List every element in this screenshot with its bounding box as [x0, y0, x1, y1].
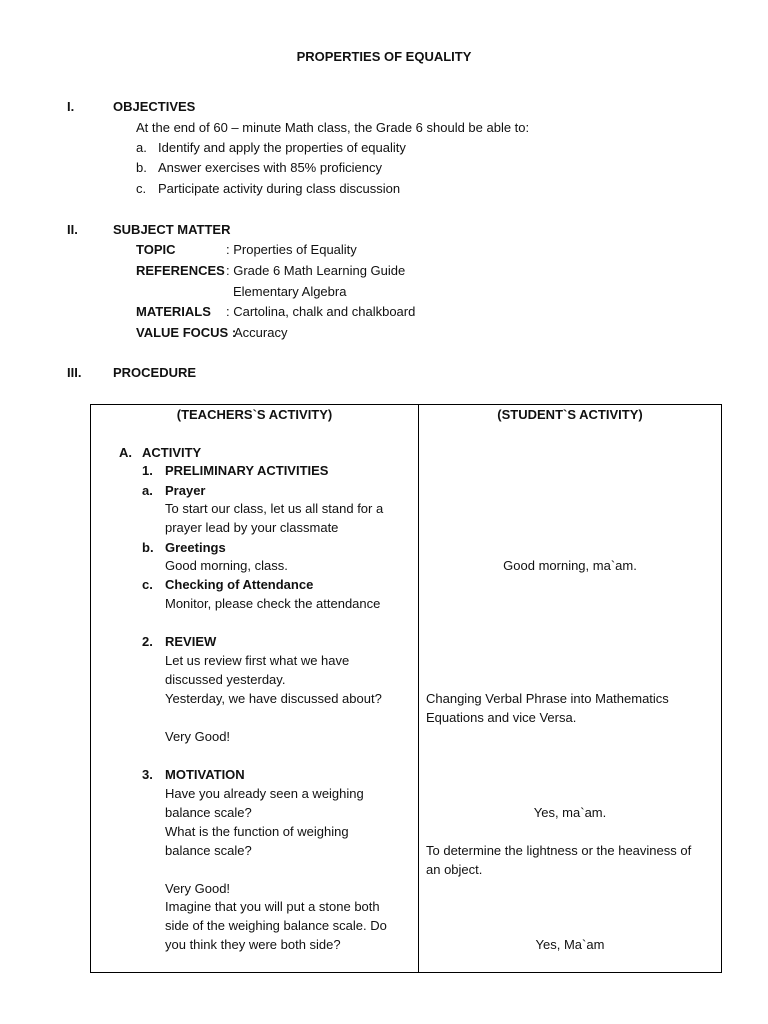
prelim-marker: 1. — [142, 463, 153, 478]
student-response: To determine the lightness or the heaviness of — [426, 843, 692, 858]
prelim-label: PRELIMINARY ACTIVITIES — [165, 463, 329, 478]
objective-item: Identify and apply the properties of equality — [158, 140, 406, 155]
teacher-text: To start our class, let us all stand for a — [165, 501, 384, 516]
references-label: REFERENCES — [136, 263, 225, 278]
teacher-text: discussed yesterday. — [165, 672, 286, 687]
attendance-label: Checking of Attendance — [165, 577, 314, 592]
student-response: Yes, Ma`am — [535, 937, 605, 952]
document-title: PROPERTIES OF EQUALITY — [296, 49, 472, 64]
objectives-intro: At the end of 60 – minute Math class, the Grade 6 should be able to: — [136, 120, 530, 135]
procedure-table — [90, 404, 722, 973]
subject-matter-numeral: II. — [67, 222, 78, 237]
teacher-text: Have you already seen a weighing — [165, 786, 364, 801]
teacher-text: you think they were both side? — [165, 937, 341, 952]
greetings-marker: b. — [142, 540, 154, 555]
prayer-label: Prayer — [165, 483, 206, 498]
references-value: : Grade 6 Math Learning Guide — [226, 263, 406, 278]
student-activity-header: (STUDENT`S ACTIVITY) — [497, 407, 643, 422]
teacher-text: Monitor, please check the attendance — [165, 596, 381, 611]
objective-marker: b. — [136, 160, 147, 175]
objectives-numeral: I. — [67, 99, 75, 114]
objective-marker: a. — [136, 140, 147, 155]
objective-item: Answer exercises with 85% proficiency — [158, 160, 382, 175]
procedure-numeral: III. — [67, 365, 82, 380]
teacher-activity-header: (TEACHERS`S ACTIVITY) — [176, 407, 333, 422]
student-response: Changing Verbal Phrase into Mathematics — [426, 691, 669, 706]
teacher-text: Very Good! — [165, 881, 231, 896]
teacher-text: Yesterday, we have discussed about? — [165, 691, 382, 706]
references-value-2: Elementary Algebra — [233, 284, 347, 299]
value-focus-value: Accuracy — [234, 325, 288, 340]
topic-label: TOPIC — [136, 242, 176, 257]
topic-value: : Properties of Equality — [226, 242, 357, 257]
teacher-text: balance scale? — [165, 805, 252, 820]
prayer-marker: a. — [142, 483, 153, 498]
procedure-heading: PROCEDURE — [113, 365, 197, 380]
teacher-text: Very Good! — [165, 729, 231, 744]
materials-value: : Cartolina, chalk and chalkboard — [226, 304, 416, 319]
student-response: Yes, ma`am. — [533, 805, 607, 820]
teacher-text: Good morning, class. — [165, 558, 288, 573]
objective-marker: c. — [136, 181, 147, 196]
objectives-heading: OBJECTIVES — [113, 99, 196, 114]
greetings-label: Greetings — [165, 540, 226, 555]
teacher-text: balance scale? — [165, 843, 252, 858]
motivation-marker: 3. — [142, 767, 153, 782]
value-focus-label: VALUE FOCUS : — [136, 325, 237, 340]
attendance-marker: c. — [142, 577, 153, 592]
student-response: an object. — [426, 862, 483, 877]
table-column-divider — [418, 405, 419, 972]
teacher-text: What is the function of weighing — [165, 824, 349, 839]
teacher-text: Let us review first what we have — [165, 653, 350, 668]
review-label: REVIEW — [165, 634, 217, 649]
student-response: Equations and vice Versa. — [426, 710, 577, 725]
teacher-text: prayer lead by your classmate — [165, 520, 339, 535]
teacher-text: side of the weighing balance scale. Do — [165, 918, 387, 933]
section-a-label: ACTIVITY — [142, 445, 202, 460]
review-marker: 2. — [142, 634, 153, 649]
section-a-marker: A. — [119, 445, 132, 460]
motivation-label: MOTIVATION — [165, 767, 245, 782]
objective-item: Participate activity during class discussion — [158, 181, 401, 196]
student-response: Good morning, ma`am. — [503, 558, 637, 573]
teacher-text: Imagine that you will put a stone both — [165, 899, 380, 914]
subject-matter-heading: SUBJECT MATTER — [113, 222, 231, 237]
materials-label: MATERIALS — [136, 304, 211, 319]
